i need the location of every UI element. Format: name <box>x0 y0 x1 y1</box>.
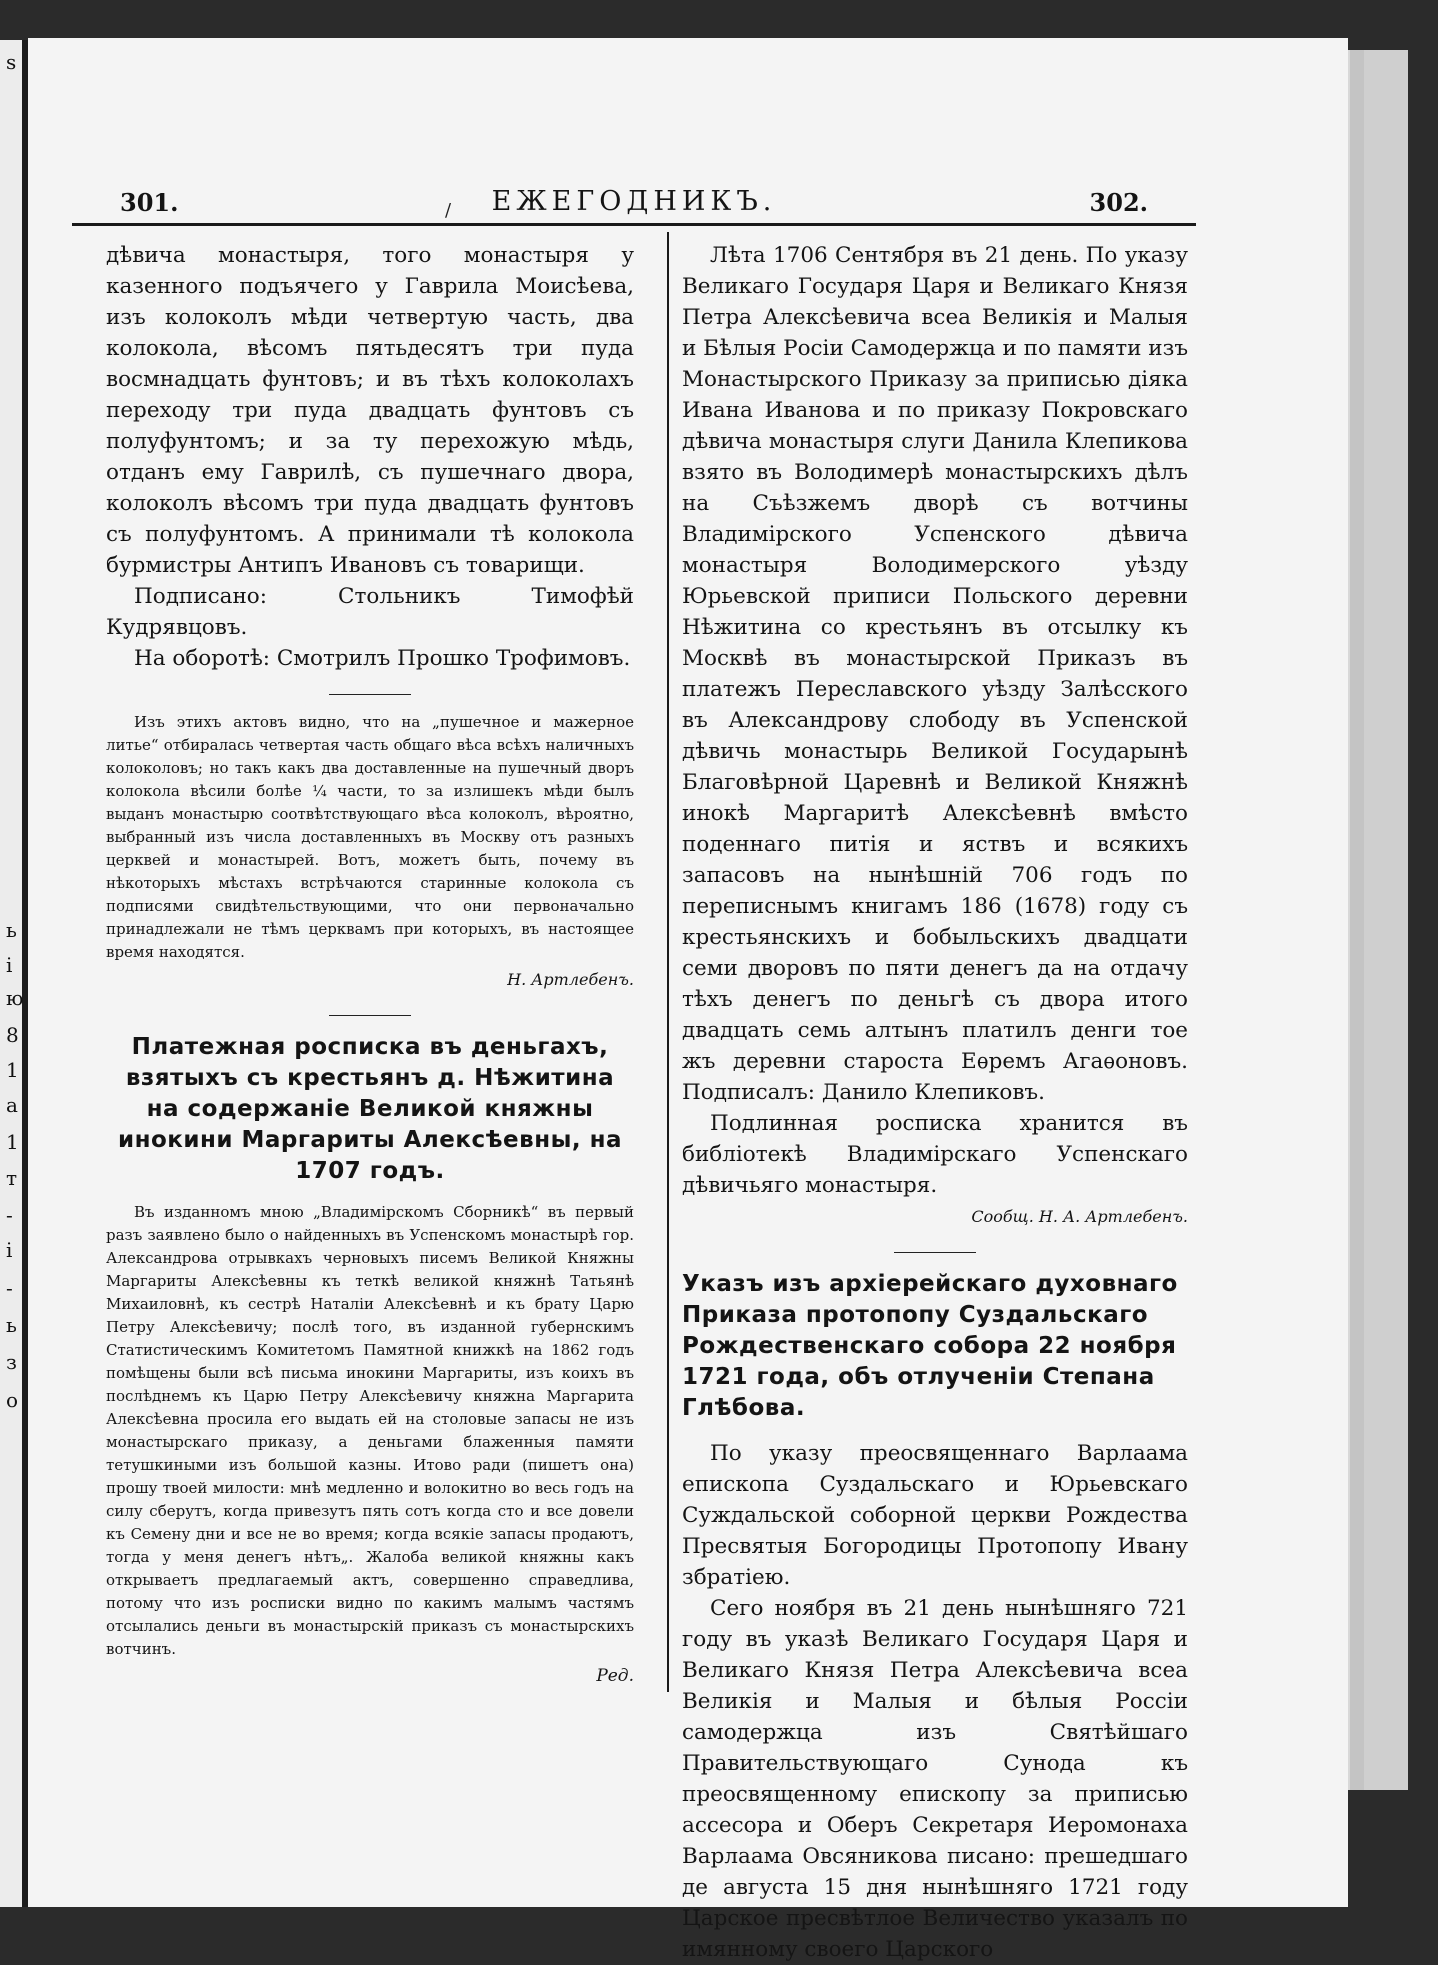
strip-char: з <box>6 1350 17 1374</box>
article-title: Указъ изъ архіерейскаго духовнаго Приказа протопопу Суздальскаго Рождественскаго собора 22 ноября 1721 года, объ отлученіи Степана Глѣбова. <box>682 1271 1178 1421</box>
adjacent-page-strip <box>0 40 28 1907</box>
paragraph: Сего ноября въ 21 день нынѣшняго 721 году въ указѣ Великаго Государя Царя и Великаго Князя Петра Алексѣевича всеа Великія и Малыя и бѣлыя Россіи самодержца изъ Святѣйшаго Правительствующаго Сунода къ преосвященному епископу за приписью ассесора и Оберъ Секретаря Иеромонаха Варлаама Овсяникова писано: прешедшаго де августа 15 дня нынѣшняго 1721 году Царское пресвѣтлое Величество указалъ по имянному своего Царского <box>682 1596 1188 1962</box>
reverse-note: На оборотѣ: Смотрилъ Прошко Трофимовъ. <box>134 646 631 671</box>
pencil-mark: / <box>445 200 452 221</box>
right-column <box>682 240 1188 1965</box>
strip-char: - <box>6 1276 13 1300</box>
strip-char: 1 <box>6 1130 19 1154</box>
header-rule <box>72 223 1196 226</box>
editor-note: Изъ этихъ актовъ видно, что на „пушечное и мажерное литье“ отбиралась четвертая часть общаго вѣса всѣхъ наличныхъ колоколовъ; но такъ какъ два доставленные на пушечный дворъ колокола вѣсили болѣе ¼ части, то за излишекъ мѣди былъ выданъ монастырю соотвѣтствующаго вѣса колоколъ, вѣроятно, выбранный изъ числа доставленныхъ въ Москву отъ разныхъ церквей и монастырей. Вотъ, можетъ быть, почему въ нѣкоторыхъ мѣстахъ встрѣчаются старинные колокола съ подписями свидѣтельствующими, что они первоначально принадлежали не тѣмъ церквамъ при которыхъ, въ настоящее время находятся. <box>106 713 634 961</box>
section-rule <box>894 1252 976 1253</box>
signed-line: Подписано: Стольникъ Тимофѣй Кудрявцовъ. <box>106 584 634 640</box>
strip-char: - <box>6 1203 13 1227</box>
paragraph: По указу преосвященнаго Варлаама епископа Суздальскаго и Юрьевскаго Суждальской соборной церкви Рождества Пресвятыя Богородицы Протопопу Ивану збратiею. <box>682 1441 1188 1590</box>
strip-char: т <box>6 1166 18 1190</box>
strip-char: ю <box>6 986 24 1010</box>
column-divider <box>667 232 669 1692</box>
strip-char: 8 <box>6 1023 19 1047</box>
article-body: Въ изданномъ мною „Владимірскомъ Сборникѣ“ въ первый разъ заявлено было о найденныхъ въ Успенскомъ монастырѣ гор. Александрова отрывкахъ черновыхъ писемъ Великой Княжны Маргариты Алексѣевны къ теткѣ великой княжнѣ Татьянѣ Михаиловнѣ, къ сестрѣ Наталіи Алексѣевнѣ и къ брату Царю Петру Алексѣевичу; послѣ того, въ изданной губернскимъ Статистическимъ Комитетомъ Памятной книжкѣ на 1862 годъ помѣщены были всѣ письма инокини Маргариты, изъ коихъ въ послѣднемъ къ Царю Петру Алексѣевичу княжна Маргарита Алексѣевна просила его выдать ей на столовые запасы не изъ монастырскаго приказу, а деньгами блаженныя памяти тетушкиными изъ большой казны. Итово ради (пишетъ она) прошу твоей милости: мнѣ медленно и волокитно во весь годъ на силу сберутъ, когда привезутъ пять сотъ когда сто и все довели къ Семену дни и все не во время; когда всякіе запасы продаютъ, тогда у меня денегъ нѣтъ„. Жалоба великой княжны какъ открываетъ предлагаемый актъ, совершенно справедлива, потому что изъ росписки видно по какимъ малымъ частямъ отсылались деньги въ монастырскій приказъ съ монастырскихъ вотчинъ. <box>106 1203 634 1658</box>
running-header <box>70 150 1198 217</box>
contributor-signature: Сообщ. Н. А. Артлебенъ. <box>971 1207 1188 1226</box>
paragraph: дѣвича монастыря, того монастыря у казенного подъячего у Гаврила Моисѣева, изъ колоколъ мѣди четвертую часть, два колокола, вѣсомъ пятьдесятъ три пуда восмнадцать фунтовъ; и въ тѣхъ колоколахъ переходу три пуда двадцать фунтовъ съ полуфунтомъ; и за ту перехожую мѣдь, отданъ ему Гаврилѣ, съ пушечнаго двора, колоколъ вѣсомъ три пуда двадцать фунтовъ съ полуфунтомъ. А принимали тѣ колокола бурмистры Антипъ Ивановъ съ товарищи. <box>106 243 634 578</box>
article-title: Платежная росписка въ деньгахъ, взятыхъ съ крестьянъ д. Нѣжитина на содержаніе Великой княжны инокини Маргариты Алексѣевны, на 1707 годъ. <box>117 1034 623 1184</box>
strip-char: і <box>6 1238 13 1262</box>
strip-char: 1 <box>6 1058 19 1082</box>
section-rule <box>329 1015 411 1016</box>
paragraph: Подлинная росписка хранится въ библіотекѣ Владимірскаго Успенскаго дѣвичьяго монастыря. <box>682 1111 1188 1198</box>
left-column <box>106 240 634 1692</box>
left-page-number: 301. <box>120 188 179 217</box>
strip-char: ь <box>6 1313 17 1337</box>
right-page-number: 302. <box>1089 188 1148 217</box>
strip-char: а <box>6 1093 18 1117</box>
strip-char: о <box>6 1388 19 1412</box>
journal-title: ЕЖЕГОДНИКЪ. <box>491 186 777 217</box>
strip-char: і <box>6 953 13 977</box>
note-signature: Н. Артлебенъ. <box>507 970 634 989</box>
editor-signature: Ред. <box>596 1666 634 1686</box>
section-rule <box>329 694 411 695</box>
strip-char: s <box>6 50 17 74</box>
strip-char: ь <box>6 918 17 942</box>
document-text: Лѣта 1706 Сентября въ 21 день. По указу Великаго Государя Царя и Великаго Князя Петра Алексѣевича всеа Великія и Малыя и Бѣлыя Росіи Самодержца и по памяти изъ Монастырского Приказу за приписью дiяка Ивана Иванова и по приказу Покровскаго дѣвича монастыря слуги Данила Клепикова взято въ Володимерѣ монастырскихъ дѣлъ на Съѣзжемъ дворѣ съ вотчины Владимірского Успенского дѣвича монастыря Володимерского уѣзду Юрьевской приписи Польского деревни Нѣжитина со крестьянъ въ отсылку къ Москвѣ въ монастырской Приказъ въ платежъ Переславского уѣзду Залѣсского въ Александрову слободу въ Успенской дѣвичь монастырь Великой Государынѣ Благовѣрной Царевнѣ и Великой Княжнѣ инокѣ Маргаритѣ Алексѣевнѣ вмѣсто поденнаго питія и яствъ и всякихъ запасовъ на нынѣшній 706 годъ по переписнымъ книгамъ 186 (1678) году съ крестьянскихъ и бобыльскихъ двадцати семи дворовъ по пяти денегъ да на отдачу тѣхъ денегъ по деньгѣ съ двора итого двадцать семь алтынъ платилъ денги тое жъ деревни староста Еѳремъ Агаѳоновъ. Подписалъ: Данило Клепиковъ. <box>682 243 1189 1105</box>
